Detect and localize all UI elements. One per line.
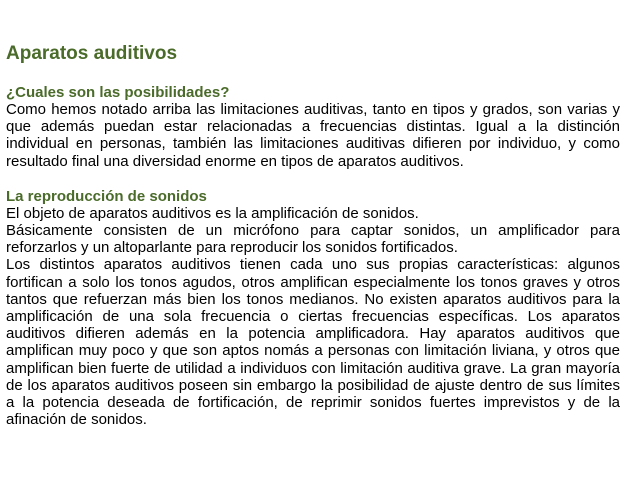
section-reproduccion	[6, 188, 620, 429]
page-title: Aparatos auditivos	[6, 43, 178, 64]
paragraph: Básicamente consisten de un micrófono para captar sonidos, un amplificador para reforzarlos y un altoparlante para reproducir los sonidos fortificados.	[6, 222, 620, 257]
paragraph: Como hemos notado arriba las limitaciones auditivas, tanto en tipos y grados, son varias y que además puedan estar relacionadas a frecuencias distintas. Igual a la distinción individual en personas, también las limitaciones auditivas difieren por individuo, y como resultado final una diversidad enorme en tipos de aparatos auditivos.	[6, 101, 620, 170]
article-content	[6, 42, 620, 428]
paragraph: Los distintos aparatos auditivos tienen cada uno sus propias características: algunos fortifican a solo los tonos agudos, otros amplifican especialmente los tonos graves y otros tantos que refuerzan más bien los tonos medianos. No existen aparatos auditivos para la amplificación de una sola frecuencia o ciertas frecuencias específicas. Los aparatos auditivos difieren además en la potencia amplificadora. Hay aparatos auditivos que amplifican muy poco y que son aptos nomás a personas con limitación liviana, y otros que amplifican bien fuerte de utilidad a individuos con limitación auditiva grave. La gran mayoría de los aparatos auditivos poseen sin embargo la posibilidad de ajuste dentro de sus límites a la potencia deseada de fortificación, de reprimir sonidos fuertes imprevistos y de la afinación de sonidos.	[6, 256, 620, 429]
section-heading: ¿Cuales son las posibilidades?	[6, 84, 230, 101]
paragraph: El objeto de aparatos auditivos es la amplificación de sonidos.	[6, 204, 419, 222]
section-posibilidades	[6, 84, 620, 170]
section-heading: La reproducción de sonidos	[6, 187, 207, 205]
